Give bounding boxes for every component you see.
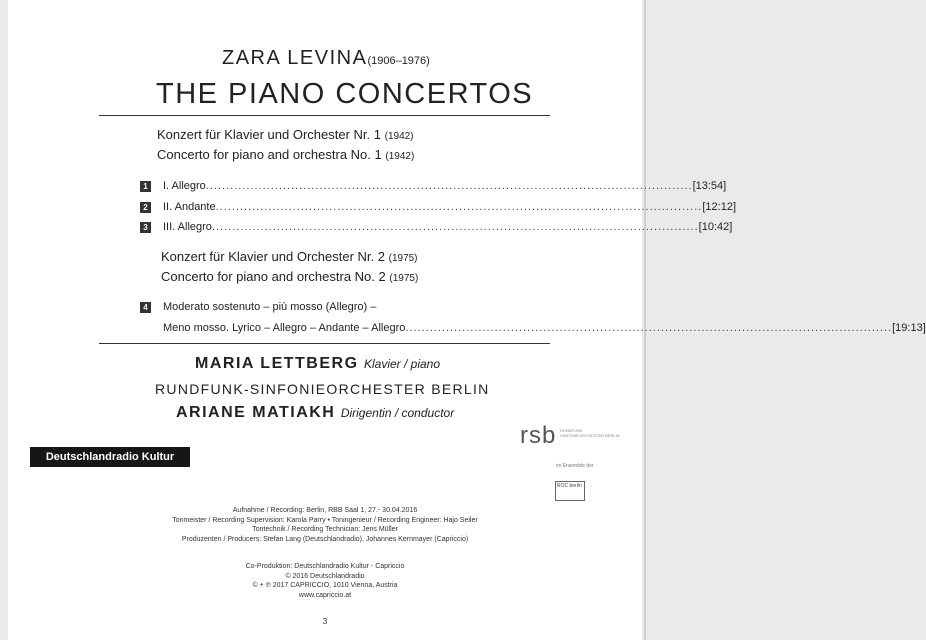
track-title: I. Allegro <box>163 180 206 192</box>
leader-dots: ........................................................................................................................ <box>211 221 699 233</box>
credit-recording: Aufnahme / Recording: Berlin, RBB Saal 1, 27.- 30.04.2016 <box>232 507 418 514</box>
performer-divider <box>99 343 550 344</box>
track-number-badge: 1 <box>140 181 151 192</box>
deutschlandradio-logo: Deutschlandradio Kultur <box>30 447 190 467</box>
leader-dots: ........................................................................................................................ <box>205 180 693 192</box>
work-2-heading <box>161 248 418 288</box>
composer-name: ZARA LEVINA <box>222 47 368 69</box>
work-1-heading <box>157 126 414 166</box>
recording-credits <box>0 506 650 544</box>
album-title: THE PIANO CONCERTOS <box>156 78 534 110</box>
credit-coproduction: Co-Produktion: Deutschlandradio Kultur - Capriccio <box>245 563 405 570</box>
work-2-title-de: Konzert für Klavier und Orchester Nr. 2 <box>161 249 385 264</box>
page-number: 3 <box>322 617 328 626</box>
track-row <box>140 298 490 316</box>
conductor-line <box>176 404 454 422</box>
track-title-line-1: Moderato sostenuto – più mosso (Allegro) – <box>163 301 377 313</box>
work-1-year-de: (1942) <box>384 131 414 142</box>
track-title-line-2: Meno mosso. Lyrico – Allegro – Andante – Allegro <box>163 322 406 334</box>
soloist-name: MARIA LETTBERG <box>195 355 359 372</box>
work-1-title-de: Konzert für Klavier und Orchester Nr. 1 <box>157 127 381 142</box>
work-2-year-en: (1975) <box>389 273 419 284</box>
credit-phonogram: © + ℗ 2017 CAPRICCIO, 1010 Vienna, Austria <box>252 582 398 589</box>
composer-years: (1906–1976) <box>367 55 430 67</box>
rsb-logo-subtitle: RUNDFUNK SINFONIEORCHESTER BERLIN <box>560 428 620 438</box>
conductor-role: Dirigentin / conductor <box>340 406 455 420</box>
track-duration: [19:13] <box>892 322 926 334</box>
track-duration: [13:54] <box>692 180 727 192</box>
copyright-block <box>0 562 650 600</box>
conductor-name: ARIANE MATIAKH <box>176 404 336 421</box>
rsb-logo <box>520 422 620 450</box>
track-duration: [12:12] <box>702 201 736 213</box>
track-row <box>140 198 736 216</box>
soloist-line <box>195 355 440 373</box>
track-number-badge: 4 <box>140 302 151 313</box>
track-row <box>140 218 733 236</box>
track-duration: [10:42] <box>698 221 733 233</box>
work-2-year-de: (1975) <box>388 253 418 264</box>
rsb-logo-text: rsb <box>520 422 557 449</box>
orchestra-name: RUNDFUNK-SINFONIEORCHESTER BERLIN <box>155 381 490 397</box>
leader-dots: ........................................................................................................................ <box>405 322 893 334</box>
ensemble-note: im Ensemble der <box>556 463 594 469</box>
credit-tonmeister: Tonmeister / Recording Supervision: Karola Parry • Toningenieur / Recording Engineer: Hajo Seiler <box>172 516 478 524</box>
work-1-year-en: (1942) <box>385 151 415 162</box>
roc-berlin-logo: ROC berlin <box>555 481 585 501</box>
work-2-title-en: Concerto for piano and orchestra No. 2 <box>161 269 386 284</box>
track-title: III. Allegro <box>163 221 212 233</box>
track-row <box>140 177 727 195</box>
track-number-badge: 3 <box>140 222 151 233</box>
credit-copyright: © 2016 Deutschlandradio <box>285 572 365 580</box>
work-1-title-en: Concerto for piano and orchestra No. 1 <box>157 147 382 162</box>
composer-heading <box>222 47 430 70</box>
soloist-role: Klavier / piano <box>363 357 441 371</box>
credit-producers: Produzenten / Producers: Stefan Lang (Deutschlandradio), Johannes Kernmayer (Capriccio) <box>181 535 469 543</box>
credit-technician: Tontechnik / Recording Technician: Jens Müller <box>252 526 398 533</box>
track-number-badge: 2 <box>140 202 151 213</box>
track-title: II. Andante <box>163 201 216 213</box>
title-divider <box>99 115 550 116</box>
track-row-continued <box>140 319 926 337</box>
credit-website: www.capriccio.at <box>298 591 352 599</box>
leader-dots: ........................................................................................................................ <box>215 201 703 213</box>
